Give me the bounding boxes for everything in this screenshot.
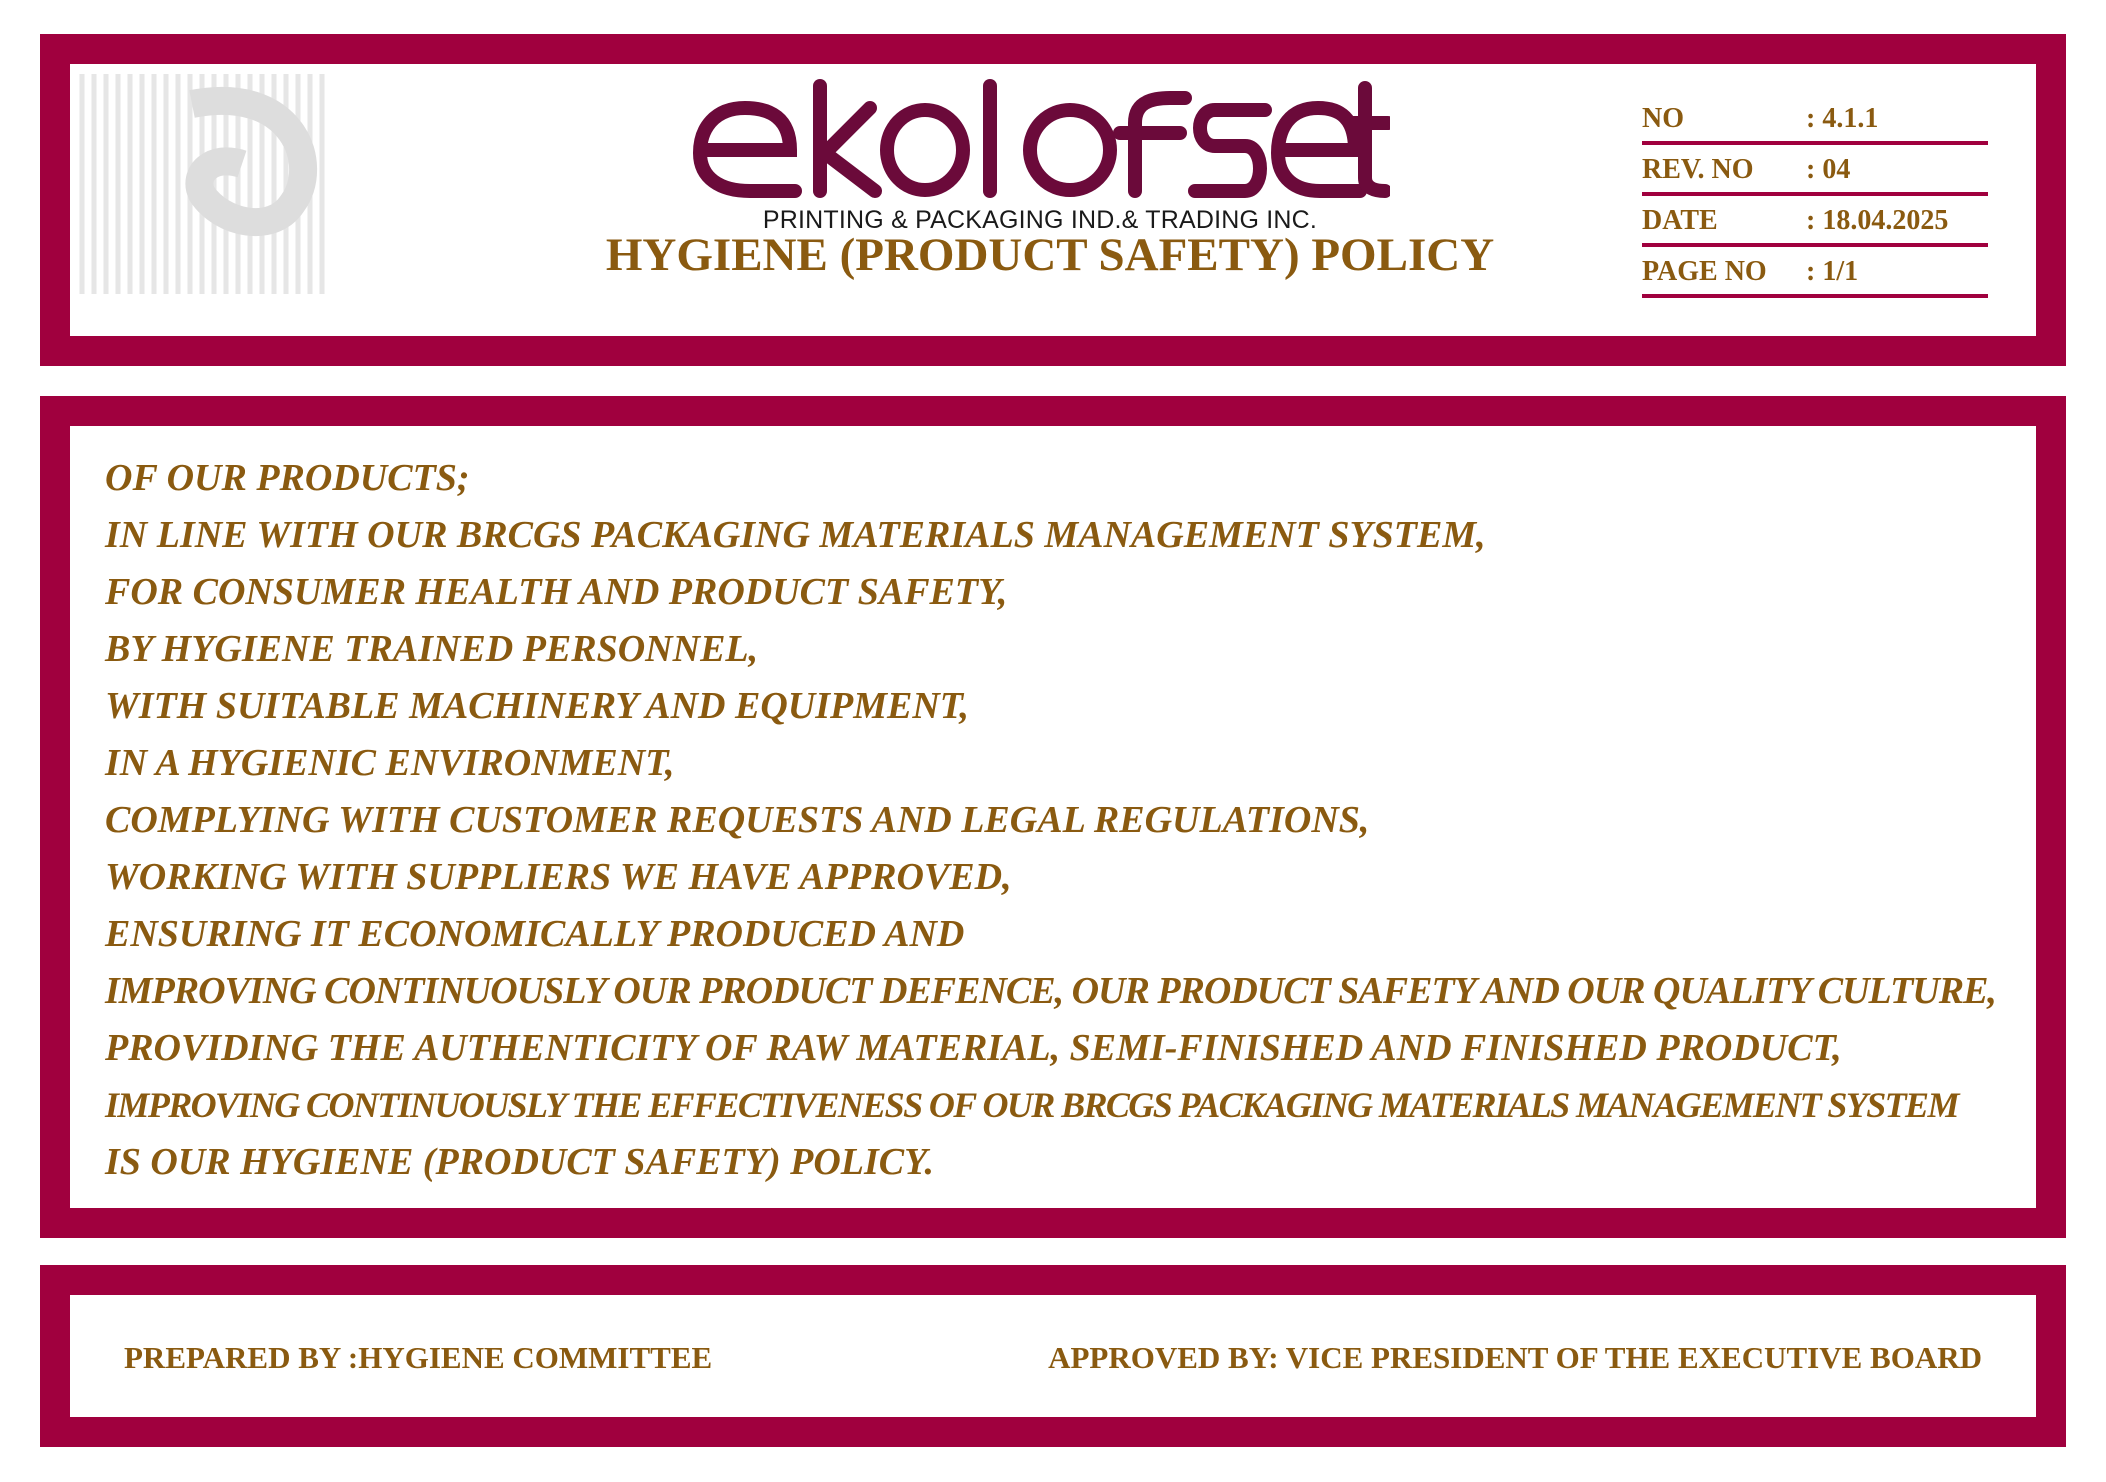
policy-line: IMPROVING CONTINUOUSLY OUR PRODUCT DEFENCE, OUR PRODUCT SAFETY AND OUR QUALITY CULTURE, (105, 970, 1996, 1012)
info-value: : 18.04.2025 (1806, 205, 1949, 236)
policy-line: ENSURING IT ECONOMICALLY PRODUCED AND (105, 913, 965, 955)
policy-line: IS OUR HYGIENE (PRODUCT SAFETY) POLICY. (105, 1141, 935, 1183)
policy-line: WITH SUITABLE MACHINERY AND EQUIPMENT, (105, 685, 969, 727)
logo-wordmark (690, 78, 1390, 208)
info-row-date (1642, 198, 1988, 247)
policy-line: FOR CONSUMER HEALTH AND PRODUCT SAFETY, (105, 571, 1008, 613)
policy-line: PROVIDING THE AUTHENTICITY OF RAW MATERIAL, SEMI-FINISHED AND FINISHED PRODUCT, (105, 1027, 1842, 1069)
policy-line: WORKING WITH SUPPLIERS WE HAVE APPROVED, (105, 856, 1012, 898)
document-info (1642, 96, 1988, 298)
info-key: PAGE NO (1642, 256, 1767, 287)
policy-line: IN A HYGIENIC ENVIRONMENT, (105, 742, 675, 784)
info-value: : 4.1.1 (1806, 103, 1879, 134)
policy-text (105, 450, 2005, 1191)
info-row-rev-no (1642, 147, 1988, 196)
approved-by: APPROVED BY: VICE PRESIDENT OF THE EXECUTIVE BOARD (1048, 1340, 1982, 1375)
info-key: NO (1642, 103, 1684, 134)
policy-line: IN LINE WITH OUR BRCGS PACKAGING MATERIALS MANAGEMENT SYSTEM, (105, 514, 1486, 556)
document-title: HYGIENE (PRODUCT SAFETY) POLICY (605, 229, 1495, 281)
policy-line: OF OUR PRODUCTS; (105, 457, 470, 499)
info-key: REV. NO (1642, 154, 1754, 185)
info-row-page-no (1642, 249, 1988, 298)
policy-line: COMPLYING WITH CUSTOMER REQUESTS AND LEGAL REGULATIONS, (105, 799, 1370, 841)
info-value: : 04 (1806, 154, 1851, 185)
info-row-no (1642, 96, 1988, 145)
logo-subtitle: PRINTING & PACKAGING IND.& TRADING INC. (762, 206, 1318, 234)
info-value: : 1/1 (1806, 256, 1859, 287)
policy-line: IMPROVING CONTINUOUSLY THE EFFECTIVENESS OF OUR BRCGS PACKAGING MATERIALS MANAGEMENT SYSTEM (105, 1085, 1958, 1125)
policy-line: BY HYGIENE TRAINED PERSONNEL, (105, 628, 759, 670)
info-key: DATE (1642, 205, 1718, 236)
watermark-graphic (42, 44, 332, 294)
prepared-by: PREPARED BY :HYGIENE COMMITTEE (124, 1340, 713, 1375)
company-logo (690, 78, 1390, 248)
